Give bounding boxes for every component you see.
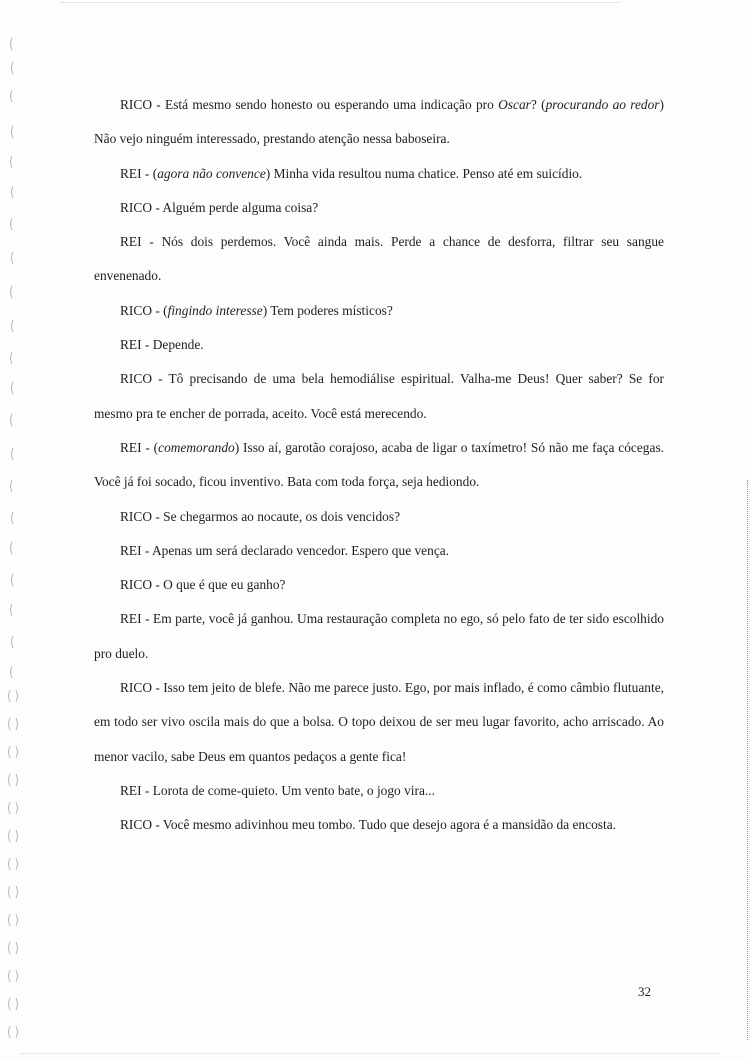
dialogue-text: ? ( <box>530 97 546 112</box>
stage-direction: Oscar <box>498 97 531 112</box>
dialogue-text: RICO - Alguém perde alguma coisa? <box>120 199 319 215</box>
dialogue-text: REI - Nós dois perdemos. Você ainda mais. Perde a chance de desforra, filtrar seu sangue envenenado. <box>94 234 664 284</box>
dialogue-paragraph <box>94 225 664 294</box>
dialogue-text: RICO - O que é que eu ganho? <box>120 577 286 593</box>
dialogue-text: RICO - ( <box>120 302 168 318</box>
dialogue-paragraph <box>94 808 664 842</box>
dialogue-paragraph <box>94 88 664 157</box>
dialogue-text: ) Minha vida resultou numa chatice. Penso até em suicídio. <box>265 165 583 181</box>
dialogue-text: ) Isso aí, garotão corajoso, acaba de ligar o taxímetro! Só não me faça cócegas. Você já foi socado, ficou inventivo. Bata com toda força, seja hediondo. <box>94 439 664 490</box>
dialogue-paragraph <box>94 362 664 431</box>
dialogue-text: ) Tem poderes místicos? <box>262 302 393 318</box>
dialogue-text: REI - Depende. <box>120 337 204 353</box>
script-text-body <box>94 88 664 843</box>
dialogue-text: ) Não vejo ninguém interessado, prestando atenção nessa baboseira. <box>94 97 664 147</box>
dialogue-paragraph <box>94 568 664 602</box>
binding-punch-marks <box>4 30 26 1050</box>
scan-artifact-bottom <box>20 1049 720 1054</box>
dialogue-paragraph <box>94 431 664 500</box>
page-number: 32 <box>638 984 651 999</box>
dialogue-text: RICO - Se chegarmos ao nocaute, os dois vencidos? <box>120 508 401 524</box>
dialogue-text: REI - ( <box>120 439 159 455</box>
scan-artifact-top <box>60 2 620 9</box>
dialogue-text: RICO - Isso tem jeito de blefe. Não me parece justo. Ego, por mais inflado, é como câmbio flutuante, em todo ser vivo oscila mais do que a bolsa. O topo deixou de ser meu lugar favorito, acho arriscado. Ao menor vacilo, sabe Deus em quantos pedaços a gente fica! <box>94 680 664 764</box>
dialogue-paragraph <box>94 191 664 225</box>
dialogue-paragraph <box>94 500 664 534</box>
dialogue-text: REI - Lorota de come-quieto. Um vento bate, o jogo vira... <box>120 782 435 798</box>
dialogue-paragraph <box>94 602 664 671</box>
dialogue-paragraph <box>94 328 664 362</box>
scan-artifact-right-edge <box>743 480 748 1040</box>
dialogue-text: REI - ( <box>120 165 158 181</box>
stage-direction: comemorando <box>158 439 235 455</box>
dialogue-text: RICO - Tô precisando de uma bela hemodiálise espiritual. Valha-me Deus! Quer saber? Se for mesmo pra te encher de porrada, aceito. Você está merecendo. <box>94 371 664 421</box>
dialogue-paragraph <box>94 294 664 328</box>
dialogue-text: REI - Apenas um será declarado vencedor. Espero que vença. <box>120 542 450 558</box>
dialogue-paragraph <box>94 534 664 568</box>
dialogue-text: REI - Em parte, você já ganhou. Uma restauração completa no ego, só pelo fato de ter sido escolhido pro duelo. <box>94 611 664 661</box>
dialogue-text: RICO - Está mesmo sendo honesto ou esperando uma indicação pro <box>120 97 499 112</box>
stage-direction: procurando ao redor <box>545 97 660 112</box>
dialogue-paragraph <box>94 157 664 191</box>
dialogue-paragraph <box>94 774 664 808</box>
stage-direction: fingindo interesse <box>167 302 263 318</box>
dialogue-paragraph <box>94 671 664 774</box>
dialogue-text: RICO - Você mesmo adivinhou meu tombo. Tudo que desejo agora é a mansidão da encosta. <box>120 817 616 833</box>
stage-direction: agora não convence <box>157 165 266 181</box>
